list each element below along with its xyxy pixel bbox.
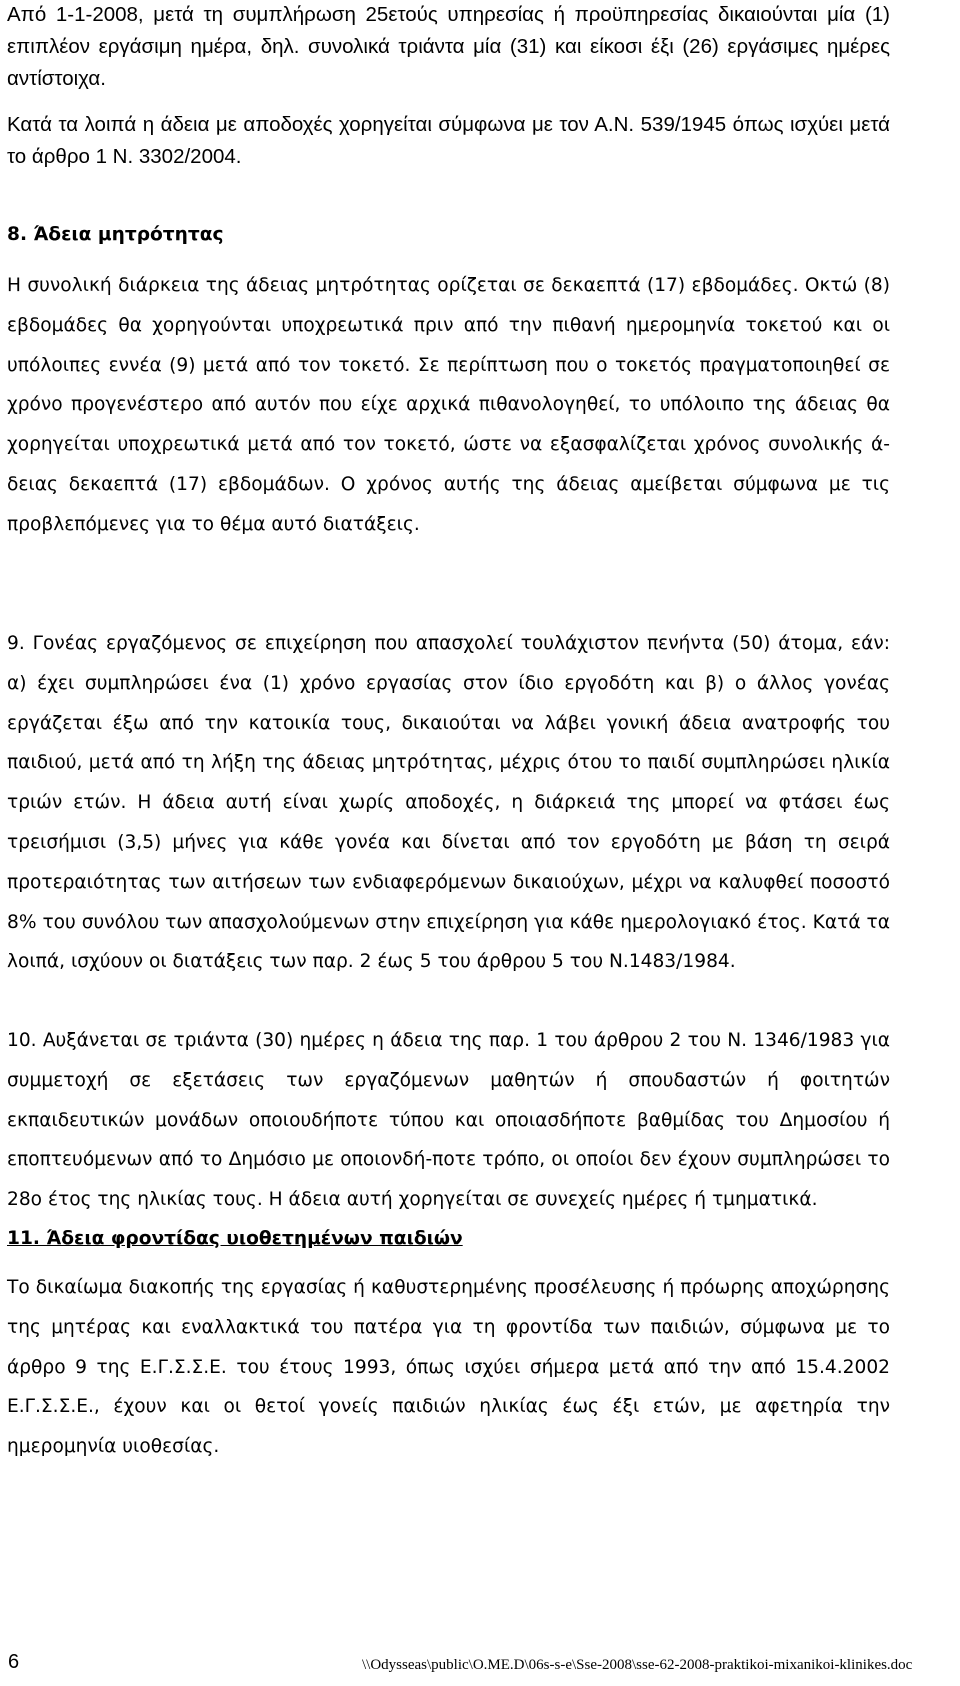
- paragraph-maternity-leave: Η συνολική διάρκεια της άδειας μητρότητας ορίζεται σε δεκαεπτά (17) εβδομάδες. Οκτώ (8) εβδομάδες θα χορηγούνται υποχρεωτικά πριν από την πιθανή ημερομηνία τοκετού και οι υπόλοιπες εννέα (9) μετά από τον τοκετό. Σε περίπτωση που ο τοκετός πραγματοποιηθεί σε χρόνο προγενέστερο από αυτόν που είχε αρχικά πιθανολογηθεί, το υπόλοιπο της άδειας θα χορηγείται υποχρεωτικά μετά από τον τοκετό, ώστε να εξασφαλίζεται χρόνος συνολικής ά-δειας δεκαεπτά (17) εβδομάδων. Ο χρόνος αυτής της άδειας αμείβεται σύμφωνα με τις προβλεπόμενες για το θέμα αυτό διατάξεις.: [7, 275, 890, 535]
- paragraph-exam-leave: 10. Αυξάνεται σε τριάντα (30) ημέρες η άδεια της παρ. 1 του άρθρου 2 του Ν. 1346/1983 για συμμετοχή σε εξετάσεις των εργαζόμενων μαθητών ή σπουδαστών ή φοιτητών εκπαιδευτικών μονάδων οποιουδήποτε τύπου και οποιασδήποτε βαθμίδας του Δημοσίου ή εποπτευόμενων από το Δημόσιο με οποιονδή-ποτε τρόπο, οι οποίοι δεν έχουν συμπληρώσει το 28ο έτος της ηλικίας τους. Η άδεια αυτή χορηγείται σε συνεχείς ημέρες ή τμηματικά.: [7, 1030, 890, 1211]
- paragraph-leave-25-years: Από 1-1-2008, μετά τη συμπλήρωση 25ετούς υπηρεσίας ή προϋπηρεσίας δικαιούνται μία (1) επιπλέον εργάσιμη ημέρα, δηλ. συνολικά τριάντα μία (31) και είκοσι έξι (26) εργάσιμες ημέρες αντίστοιχα.: [7, 3, 890, 90]
- paragraph-adopted-children-leave: Το δικαίωμα διακοπής της εργασίας ή καθυστερημένης προσέλευσης ή πρόωρης αποχώρησης της μητέρας και εναλλακτικά του πατέρα για τη φροντίδα των παιδιών, σύμφωνα με το άρθρο 9 της Ε.Γ.Σ.Σ.Ε. του έτους 1993, όπως ισχύει σήμερα μετά από την από 15.4.2002 Ε.Γ.Σ.Σ.Ε., έχουν και οι θετοί γονείς παιδιών ηλικίας έως έξι ετών, με αφετηρία την ημερομηνία υιοθεσίας.: [7, 1277, 890, 1458]
- page-number: 6: [8, 1651, 20, 1673]
- footer-file-path: \\Odysseas\public\O.ME.D\06s-s-e\Sse-2008\sse-62-2008-praktikoi-mixanikoi-klinikes.doc: [362, 1657, 913, 1673]
- section-heading-maternity-leave: 8. Άδεια μητρότητας: [7, 224, 224, 245]
- paragraph-parental-leave: 9. Γονέας εργαζόμενος σε επιχείρηση που απασχολεί τουλάχιστον πενήντα (50) άτομα, εάν: α) έχει συμπληρώσει ένα (1) χρόνο εργασίας στον ίδιο εργοδότη και β) ο άλλος γονέας εργάζεται έξω από την κατοικία τους, δικαιούται να λάβει γονική άδεια ανατροφής του παιδιού, μετά από τη λήξη της άδειας μητρότητας, μέχρις ότου το παιδί συμπληρώσει ηλικία τριών ετών. Η άδεια αυτή είναι χωρίς αποδοχές, η διάρκειά της μπορεί να φτάσει έως τρεισήμισι (3,5) μήνες για κάθε γονέα και δίνεται από τον εργοδότη με βάση τη σειρά προτεραιότητας των αιτήσεων των ενδιαφερόμενων δικαιούχων, μέχρι να καλυφθεί ποσοστό 8% του συνόλου των απασχολούμενων στην επιχείρηση για κάθε ημερολογιακό έτος. Κατά τα λοιπά, ισχύουν οι διατάξεις των παρ. 2 έως 5 του άρθρου 5 του Ν.1483/1984.: [7, 633, 890, 973]
- paragraph-leave-law-reference: Κατά τα λοιπά η άδεια με αποδοχές χορηγείται σύμφωνα με τον Α.Ν. 539/1945 όπως ισχύει μετά το άρθρο 1 Ν. 3302/2004.: [7, 113, 890, 168]
- section-heading-adopted-children-leave: 11. Άδεια φροντίδας υιοθετημένων παιδιών: [7, 1228, 463, 1249]
